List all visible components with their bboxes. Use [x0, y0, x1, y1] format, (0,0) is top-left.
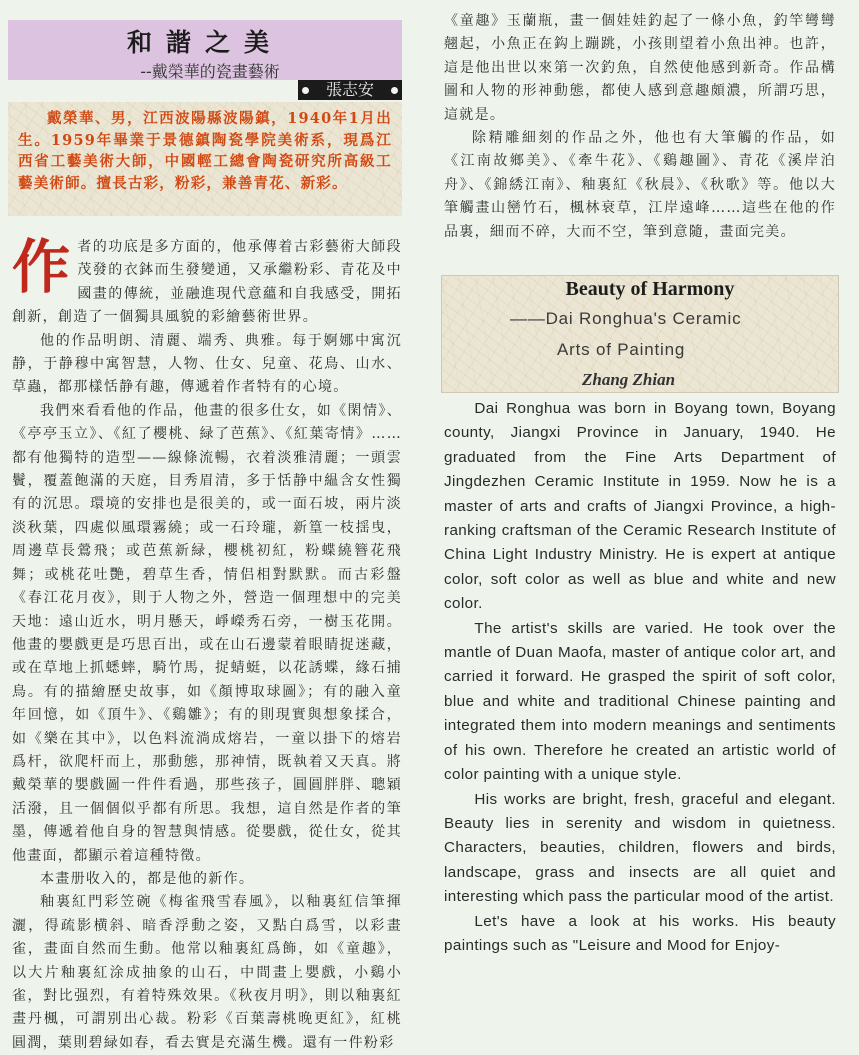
bio-text: 戴榮華、男，江西波陽縣波陽鎮，1940年1月出生。1959年畢業于景德鎮陶瓷學院美術系，現爲江西省工藝美術大師，中國輕工總會陶瓷研究所高級工藝美術師。擅長古彩，粉彩，兼善青花、新彩。: [18, 110, 392, 192]
paragraph: Dai Ronghua was born in Boyang town, Boyang county, Jiangxi Province in January, 1940. He graduated from the Fine Arts Department of Jingdezhen Ceramic Institute in 1959. Now he is a master of arts and crafts of Jiangxi Province, a high-ranking craftsman of the Ceramic Research Institute of China Light Industry Ministry. He is expert at antique color, soft color as well as blue and white and new color.: [444, 400, 836, 613]
paragraph-text: 者的功底是多方面的，他承傳着古彩藝術大師段茂發的衣鉢而生發變通，又承繼粉彩、青花及中國畫的傳統，並融進現代意蘊和自我感受，開拓創新，創造了一個獨具風貌的彩繪藝術世界。: [12, 239, 402, 326]
paragraph: 他的作品明朗、清麗、端秀、典雅。每于婀娜中寓沉静，于静穆中寓智慧，人物、仕女、兒童、花鳥、山水、草蟲，都那樣恬静有趣，傳遞着作者特有的心境。: [12, 332, 402, 396]
english-subtitle-line1: ——Dai Ronghua's Ceramic: [510, 309, 742, 328]
drop-cap: 作: [12, 233, 72, 301]
chinese-body-right-column: [444, 10, 836, 244]
paragraph: His works are bright, fresh, graceful and elegant. Beauty lies in serenity and wisdom in quietness. Characters, beauties, children, flowers and birds, landscape, grass and insects are all quiet and interesting which pass the particular mood of the artist.: [444, 790, 836, 906]
english-body: [444, 397, 836, 958]
bullet-dot-icon: [391, 87, 398, 94]
english-subtitle-line2: Arts of Painting: [557, 340, 686, 359]
english-title: Beauty of Harmony: [565, 278, 735, 300]
paragraph: 我們來看看他的作品，他畫的很多仕女，如《閑情》、《亭亭玉立》、《紅了櫻桃、緑了芭蕉》、《紅葉寄情》……都有他獨特的造型——線條流暢，衣着淡雅清麗；一頭雲鬢，覆蓋飽滿的天庭，目秀眉清，多于恬静中緼含女性獨有的沉思。環境的安排也是很美的，或一面石坡，兩片淡淡秋葉，四處似風環霧繞；或一石玲瓏，新篁一枝揺曳，周邊草長鶯飛；或芭蕉新緑，櫻桃初紅，粉蝶繞簪花飛舞；或桃花吐艷，碧草生香，情侣相對默默。而古彩盤《春江花月夜》，則于人物之外，營造一個理想中的完美天地：遠山近水，明月懸天，崢嶸秀石旁，一樹玉花開。他畫的嬰戲更是巧思百出，或在山石邊蒙着眼睛捉迷藏，或在草地上抓蟋蟀，騎竹馬，捉蜻蜓，以花誘蝶，緣石捕鳥。有的描繪歷史故事，如《顏博取球圖》；有的融入童年回憶，如《頂牛》、《鷄雛》；有的則現實與想象揉合，如《樂在其中》，以色料流淌成熔岩，一童以掛下的熔岩爲杆，欲爬杆而上，那動態，那神情，既執着又天真。將戴榮華的嬰戲圖一件件看過，那些孩子，圓圓胖胖、聰穎活潑，且一個個似乎都有所思。我想，這自然是作者的筆墨，傳遞着他自身的智慧與情感。從嬰戲，從仕女，從其他畫面，都顯示着這種特徵。: [12, 402, 402, 864]
english-title-box: [441, 275, 839, 393]
paragraph: 除精雕細刻的作品之外，他也有大筆觸的作品，如《江南故鄉美》、《牽牛花》、《鷄趣圖》、青花《溪岸泊舟》、《錦綉江南》、釉裏紅《秋晨》、《秋歌》等。他以大筆觸畫山巒竹石，楓林衰草，江岸遠峰……這些在他的作品裏，細而不碎，大而不空，筆到意隨，畫面完美。: [444, 130, 836, 240]
chinese-subtitle: --戴榮華的瓷畫藝術: [140, 62, 280, 81]
author-name-cn: 張志安: [325, 80, 374, 99]
paragraph: 《童趣》玉蘭瓶，畫一個娃娃釣起了一條小魚，釣竿彎彎翹起，小魚正在鈎上蹦跳，小孩則望着小魚出神。也許，這是他出世以來第一次釣魚，自然使他感到新奇。作品構圖和人物的形神動態，都使人感到意趣頗濃，所謂巧思，這就是。: [444, 13, 836, 123]
paragraph: Let's have a look at his works. His beauty paintings such as "Leisure and Mood for Enjoy-: [444, 912, 836, 954]
paragraph: 釉裏紅門彩笠碗《梅雀飛雪春風》，以釉裏紅信筆揮灑，得疏影横斜、暗香浮動之姿，又點白爲雪，以彩畫雀，畫面自然而生動。他常以釉裏紅爲飾，如《童趣》，以大片釉裏紅涂成抽象的山石，中間畫上嬰戲，小鷄小雀，對比强烈，有着特殊效果。《秋夜月明》，則以釉裏紅畫丹楓，可謂别出心裁。粉彩《百葉壽桃晚更紅》，紅桃圓潤，葉則碧緑如春，看去實是充滿生機。還有一件粉彩: [12, 894, 402, 1051]
bio-box: [8, 102, 402, 216]
bullet-dot-icon: [302, 87, 309, 94]
paragraph: 本畫册收入的，都是他的新作。: [40, 870, 255, 887]
chinese-title-band: [8, 20, 402, 80]
paragraph: The artist's skills are varied. He took over the mantle of Duan Maofa, master of antique color art, and carried it forward. He grasped the spirit of soft color, blue and white and traditional Chinese painting and integrated them into modern meanings and sentiments of his own. Therefore he created an artistic world of color painting with a unique style.: [444, 619, 836, 784]
chinese-body-left-column: [12, 233, 402, 1055]
english-author: Zhang Zhian: [582, 370, 676, 389]
paragraph: [12, 233, 402, 330]
author-tag: [298, 80, 402, 100]
chinese-title: 和諧之美: [126, 28, 283, 57]
